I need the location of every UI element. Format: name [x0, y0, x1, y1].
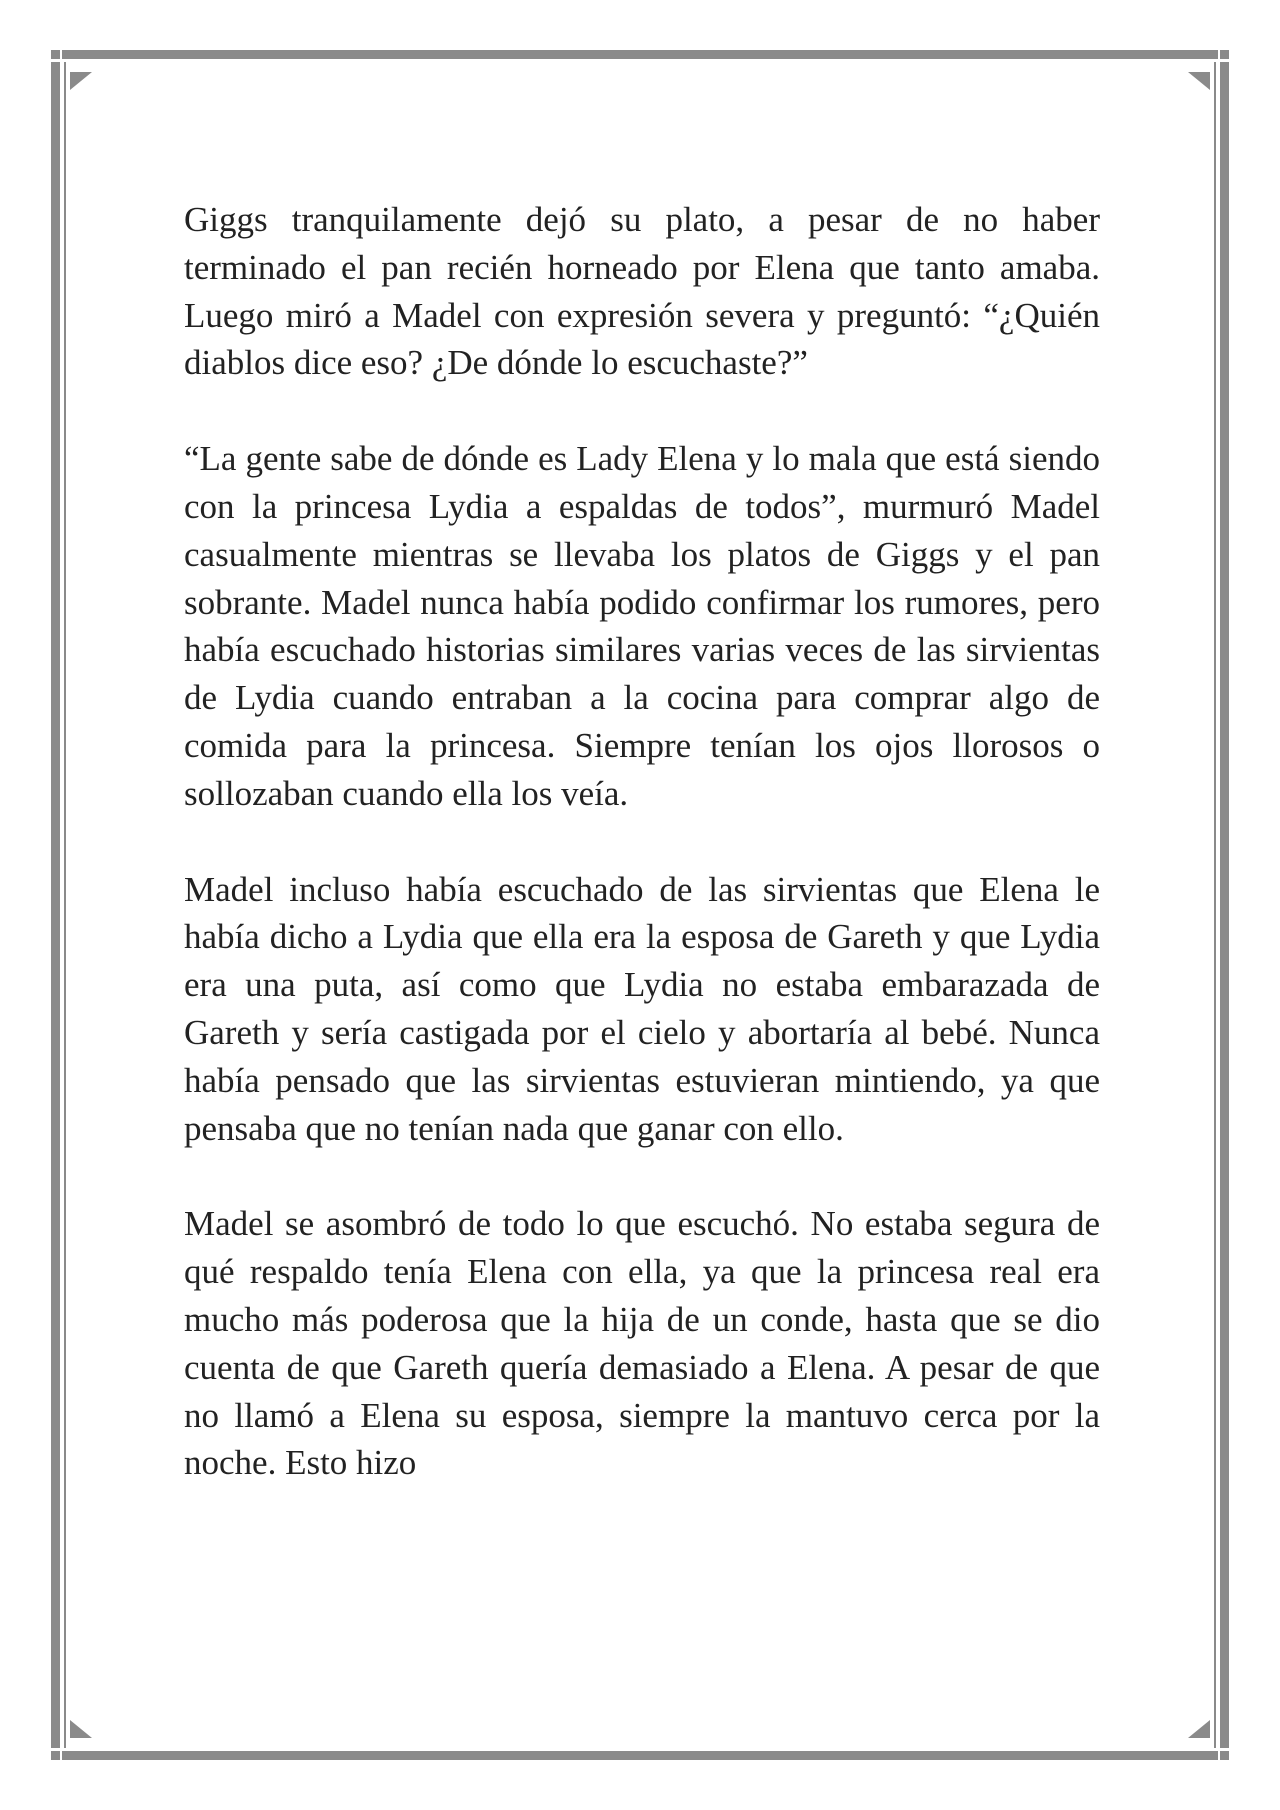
frame-bar-right: [1220, 62, 1229, 1748]
paragraph-2: “La gente sabe de dónde es Lady Elena y lo mala que está siendo con la princesa Lydia a espaldas de todos”, murmuró Madel casualmente mientras se llevaba los platos de Giggs y el pan sobrante. Madel nunca había podido confirmar los rumores, pero había escuchado historias similares varias veces de las sirvientas de Lydia cuando entraban a la cocina para comprar algo de comida para la princesa. Siempre tenían los ojos llorosos o sollozaban cuando ella los veía.: [184, 439, 1100, 813]
paragraph-3: Madel incluso había escuchado de las sirvientas que Elena le había dicho a Lydia que ella era la esposa de Gareth y que Lydia era una puta, así como que Lydia no estaba embarazada de Gareth y sería castigada por el cielo y abortaría al bebé. Nunca había pensado que las sirvientas estuvieran mintiendo, ya que pensaba que no tenían nada que ganar con ello.: [184, 869, 1100, 1148]
page-text-body: [184, 196, 1100, 1487]
corner-triangle-top-right: [1188, 72, 1210, 90]
corner-triangle-bottom-right: [1188, 1720, 1210, 1738]
corner-square-bottom-right: [1220, 1751, 1229, 1760]
frame-line-inner-right: [1214, 62, 1216, 1748]
paragraph-1: Giggs tranquilamente dejó su plato, a pesar de no haber terminado el pan recién horneado por Elena que tanto amaba. Luego miró a Madel con expresión severa y preguntó: “¿Quién diablos dice eso? ¿De dónde lo escuchaste?”: [184, 200, 1100, 383]
frame-bar-bottom: [62, 1751, 1218, 1760]
corner-tick-top-left: [64, 50, 66, 59]
frame-line-inner-left: [64, 62, 66, 1748]
paragraph-4: Madel se asombró de todo lo que escuchó. No estaba segura de qué respaldo tenía Elena con ella, ya que la princesa real era mucho más poderosa que la hija de un conde, hasta que se dio cuenta de que Gareth quería demasiado a Elena. A pesar de que no llamó a Elena su esposa, siempre la mantuvo cerca por la noche. Esto hizo: [184, 1204, 1100, 1483]
corner-tick-top-right: [1214, 50, 1216, 59]
corner-triangle-bottom-left: [70, 1720, 92, 1738]
frame-bar-top: [62, 50, 1218, 59]
corner-square-bottom-left: [51, 1751, 60, 1760]
corner-triangle-top-left: [70, 72, 92, 90]
corner-square-top-right: [1220, 50, 1229, 59]
corner-tick-bottom-right: [1214, 1751, 1216, 1760]
corner-tick-bottom-left: [64, 1751, 66, 1760]
corner-square-top-left: [51, 50, 60, 59]
frame-bar-left: [51, 62, 60, 1748]
